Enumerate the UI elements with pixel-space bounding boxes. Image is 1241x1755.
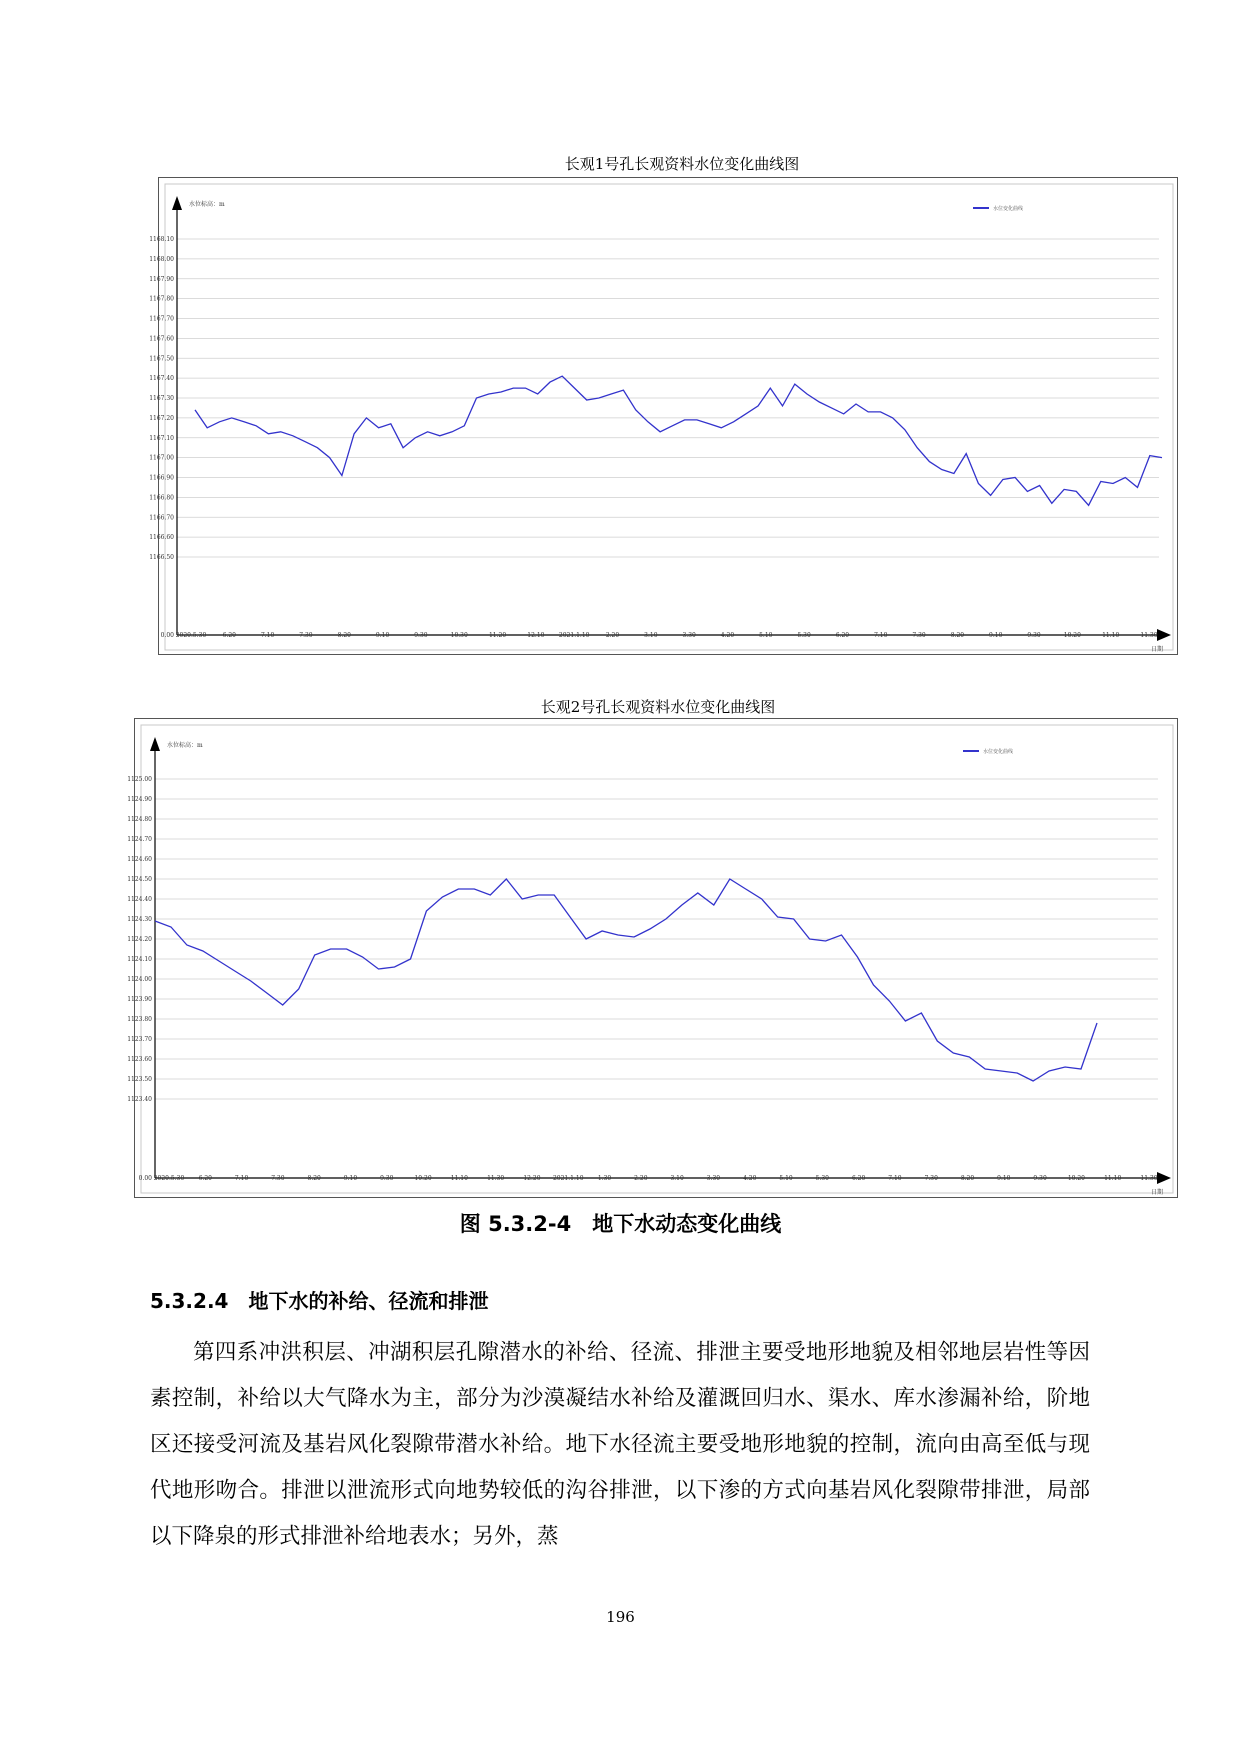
x-tick-label: 11.30 (1140, 1175, 1158, 1182)
chart2-frame (127, 718, 1178, 1198)
x-tick-label: 4.20 (720, 632, 735, 639)
x-tick-label: 11.30 (487, 1175, 505, 1182)
y-tick-label: 1124.30 (127, 916, 152, 923)
y-axis-label: 水位标高：m (189, 201, 225, 208)
y-tick-label: 1166.60 (149, 534, 174, 542)
x-tick-label: 8.20 (307, 1175, 321, 1182)
y-tick-label: 1124.90 (127, 796, 152, 803)
x-tick-label: 6.20 (851, 1175, 866, 1182)
x-tick-label: 9.30 (380, 1175, 394, 1182)
series-line (195, 376, 1162, 505)
chart1-frame (149, 177, 1178, 655)
y-zero-label: 0.00 (138, 1175, 152, 1182)
x-tick-label: 4.20 (743, 1175, 757, 1182)
x-tick-label: 9.30 (1033, 1175, 1047, 1182)
y-axis-arrow (172, 196, 182, 210)
y-tick-label: 1167.90 (149, 275, 174, 283)
y-tick-label: 1166.90 (149, 474, 174, 482)
y-tick-label: 1167.20 (149, 414, 174, 422)
y-tick-label: 1124.20 (127, 936, 152, 943)
chart2-title: 长观2号孔长观资料水位变化曲线图 (540, 698, 776, 716)
x-tick-label: 12.10 (527, 632, 545, 639)
x-tick-label: 3.30 (706, 1175, 721, 1182)
y-zero-label: 0.00 (160, 632, 174, 639)
x-tick-label: 7.10 (234, 1175, 249, 1182)
x-tick-label: 5.30 (797, 632, 811, 639)
x-axis-arrow (1157, 1172, 1171, 1184)
y-tick-label: 1167.60 (149, 335, 174, 343)
y-axis-arrow (150, 737, 160, 751)
x-tick-label: 9.10 (997, 1175, 1011, 1182)
x-tick-label: 5.30 (815, 1175, 830, 1182)
y-tick-label: 1123.60 (127, 1056, 152, 1063)
x-axis-arrow (1157, 629, 1171, 641)
x-tick-label: 7.10 (260, 632, 275, 639)
x-tick-label: 7.30 (912, 632, 926, 639)
y-tick-label: 1123.40 (127, 1096, 152, 1103)
y-tick-label: 1166.80 (149, 494, 174, 502)
x-tick-label: 9.10 (343, 1175, 358, 1182)
legend-label: 水位变化曲线 (993, 206, 1024, 212)
x-tick-label: 2.20 (634, 1175, 648, 1182)
y-tick-label: 1167.10 (149, 434, 174, 442)
x-tick-label: 2020.5.30 (153, 1175, 185, 1182)
x-tick-label: 6.20 (198, 1175, 212, 1182)
y-tick-label: 1124.10 (127, 956, 152, 963)
y-tick-label: 1166.70 (149, 514, 174, 522)
y-tick-label: 1124.80 (127, 816, 152, 823)
chart2-svg (127, 719, 1179, 1199)
y-tick-label: 1124.70 (127, 836, 152, 843)
x-tick-label: 11.30 (1140, 632, 1158, 639)
x-tick-label: 10.30 (450, 632, 468, 639)
x-tick-label: 8.20 (950, 632, 965, 639)
y-tick-label: 1124.60 (127, 856, 152, 863)
chart-inner-border (165, 184, 1173, 650)
y-tick-label: 1125.00 (127, 776, 152, 783)
chart1-title: 长观1号孔长观资料水位变化曲线图 (564, 155, 800, 173)
y-tick-label: 1123.90 (127, 996, 152, 1003)
x-tick-label: 7.10 (888, 1175, 902, 1182)
y-axis-label: 水位标高：m (167, 742, 203, 749)
chart1-svg (149, 178, 1179, 656)
y-tick-label: 1167.70 (149, 315, 174, 323)
x-tick-label: 3.30 (682, 632, 696, 639)
y-tick-label: 1123.70 (127, 1036, 152, 1043)
y-tick-label: 1168.10 (149, 236, 174, 243)
x-tick-label: 8.20 (337, 632, 351, 639)
x-tick-label: 9.30 (1027, 632, 1041, 639)
legend-label: 水位变化曲线 (983, 749, 1014, 755)
y-tick-label: 1168.00 (149, 255, 174, 263)
body-paragraph: 第四系冲洪积层、冲湖积层孔隙潜水的补给、径流、排泄主要受地形地貌及相邻地层岩性等因素控制，补给以大气降水为主，部分为沙漠凝结水补给及灌溉回归水、渠水、库水渗漏补给，阶地区还接受河流及基岩风化裂隙带潜水补给。地下水径流主要受地形地貌的控制，流向由高至低与现代地形吻合。排泄以泄流形式向地势较低的沟谷排泄，以下渗的方式向基岩风化裂隙带排泄，局部以下降泉的形式排泄补给地表水；另外，蒸 (150, 1340, 1090, 1549)
x-tick-label: 10.20 (414, 1175, 432, 1182)
x-tick-label: 2021.1.10 (558, 632, 590, 639)
x-tick-label: 6.20 (835, 632, 850, 639)
x-tick-label: 6.20 (222, 632, 236, 639)
page-number: 196 (606, 1608, 635, 1626)
y-tick-label: 1124.50 (127, 876, 152, 883)
x-tick-label: 12.20 (523, 1175, 541, 1182)
figure-caption: 图 5.3.2-4 地下水动态变化曲线 (459, 1212, 782, 1236)
y-tick-label: 1124.40 (127, 896, 152, 903)
y-tick-label: 1123.80 (127, 1016, 152, 1023)
x-tick-label: 11.10 (450, 1175, 468, 1182)
x-tick-label: 7.30 (299, 632, 313, 639)
y-tick-label: 1124.00 (127, 976, 152, 983)
x-tick-label: 3.10 (644, 632, 658, 639)
x-axis-label: 日期 (1151, 646, 1164, 653)
section-heading: 5.3.2.4 地下水的补给、径流和排泄 (150, 1289, 489, 1313)
x-tick-label: 7.30 (271, 1175, 285, 1182)
x-tick-label: 5.10 (759, 632, 773, 639)
y-tick-label: 1167.40 (149, 375, 174, 383)
x-tick-label: 7.10 (874, 632, 888, 639)
y-tick-label: 1167.00 (149, 454, 174, 462)
x-tick-label: 10.20 (1063, 632, 1081, 639)
x-tick-label: 8.20 (960, 1175, 975, 1182)
x-tick-label: 11.10 (1104, 1175, 1122, 1182)
x-tick-label: 3.10 (670, 1175, 684, 1182)
x-tick-label: 11.10 (1102, 632, 1120, 639)
x-tick-label: 9.10 (989, 632, 1003, 639)
x-tick-label: 11.20 (488, 632, 507, 639)
x-tick-label: 7.30 (924, 1175, 938, 1182)
x-tick-label: 5.10 (779, 1175, 793, 1182)
x-tick-label: 9.30 (414, 632, 428, 639)
y-tick-label: 1167.50 (149, 355, 174, 363)
x-tick-label: 9.10 (375, 632, 390, 639)
x-tick-label: 2021.1.10 (552, 1175, 584, 1182)
y-tick-label: 1167.30 (149, 395, 174, 402)
x-tick-label: 2020.5.30 (175, 632, 207, 639)
x-tick-label: 10.20 (1067, 1175, 1086, 1182)
series-line (155, 879, 1097, 1081)
y-tick-label: 1123.50 (127, 1076, 152, 1083)
x-axis-label: 日期 (1151, 1189, 1164, 1196)
y-tick-label: 1166.50 (149, 554, 174, 561)
y-tick-label: 1167.80 (149, 295, 174, 303)
x-tick-label: 1.30 (597, 1175, 612, 1182)
x-tick-label: 2.20 (605, 632, 620, 639)
